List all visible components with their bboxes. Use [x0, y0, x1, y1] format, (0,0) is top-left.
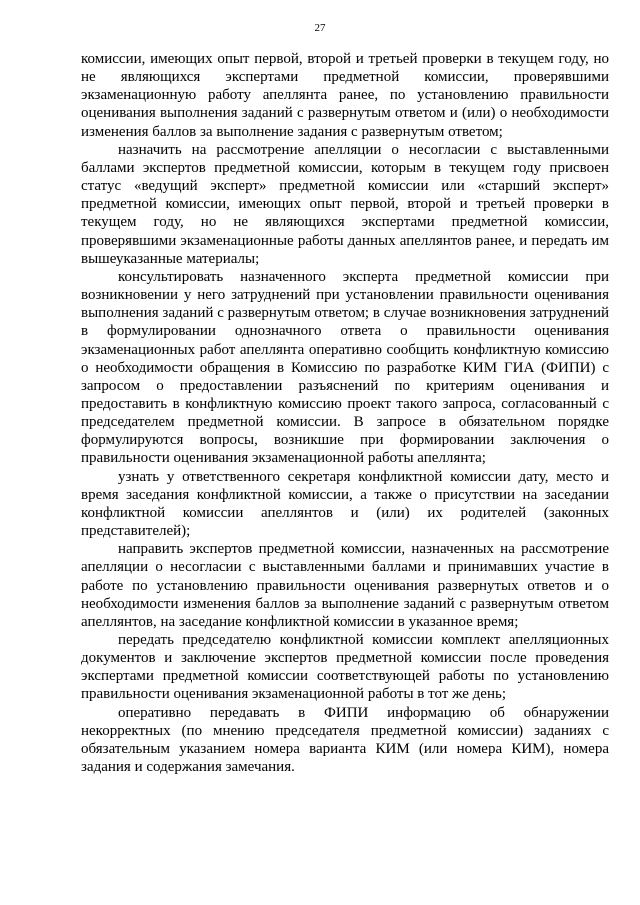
- paragraph-consult-expert: консультировать назначенного эксперта предметной комиссии при возникновении у него затруднений при установлении правильности оценивания выполнения заданий с развернутым ответом; в случае возникновения затруднений в формулировании однозначного ответа о правильности оценивания экзаменационных работ апеллянта оперативно сообщить конфликтную комиссию о необходимости обращения в Комиссию по разработке КИМ ГИА (ФИПИ) с запросом о предоставлении разъяснений по критериям оценивания и предоставить в конфликтную комиссию проект такого запроса, согласованный с председателем предметной комиссии. В запросе в обязательном порядке формулируются вопросы, возникшие при формировании заключения о правильности оценивания экзаменационной работы апеллянта;: [81, 268, 609, 467]
- paragraph-assign-experts: назначить на рассмотрение апелляции о несогласии с выставленными баллами экспертов предметной комиссии, которым в текущем году присвоен статус «ведущий эксперт» предметной комиссии или «старший эксперт» предметной комиссии, имеющих опыт первой, второй и третьей проверки в текущем году, но не являющихся экспертами предметной комиссии, проверявшими экзаменационные работы данных апеллянтов ранее, и передать им вышеуказанные материалы;: [81, 141, 609, 267]
- paragraph-send-experts: направить экспертов предметной комиссии, назначенных на рассмотрение апелляции о несогласии с выставленными баллами и принимавших участие в работе по установлению правильности оценивания развернутых ответов и о необходимости изменения баллов за выполнение заданий с развернутым ответом апеллянтов, на заседание конфликтной комиссии в указанное время;: [81, 541, 609, 630]
- paragraph-continued: комиссии, имеющих опыт первой, второй и третьей проверки в текущем году, но не являющихся экспертами предметной комиссии, проверявшими экзаменационную работу апеллянта ранее, по установлению правильности оценивания выполнения заданий с развернутым ответом и (или) о необходимости изменения баллов за выполнение задания с развернутым ответом;: [81, 51, 609, 140]
- paragraph-learn-meeting-details: узнать у ответственного секретаря конфликтной комиссии дату, место и время заседания конфликтной комиссии, а также о присутствии на заседании конфликтной комиссии апеллянтов и (или) их родителей (законных представителей);: [81, 468, 609, 540]
- document-body: [81, 50, 609, 776]
- paragraph-report-to-fipi: оперативно передавать в ФИПИ информацию об обнаружении некорректных (по мнению председателя предметной комиссии) заданиях с обязательным указанием номера варианта КИМ (или номера КИМ), номера задания и содержания замечания.: [81, 704, 609, 776]
- paragraph-transfer-documents: передать председателю конфликтной комиссии комплект апелляционных документов и заключение экспертов предметной комиссии после проведения экспертами предметной комиссии соответствующей работы по установлению правильности оценивания экзаменационной работы в тот же день;: [81, 632, 609, 703]
- page-number: 27: [314, 22, 326, 34]
